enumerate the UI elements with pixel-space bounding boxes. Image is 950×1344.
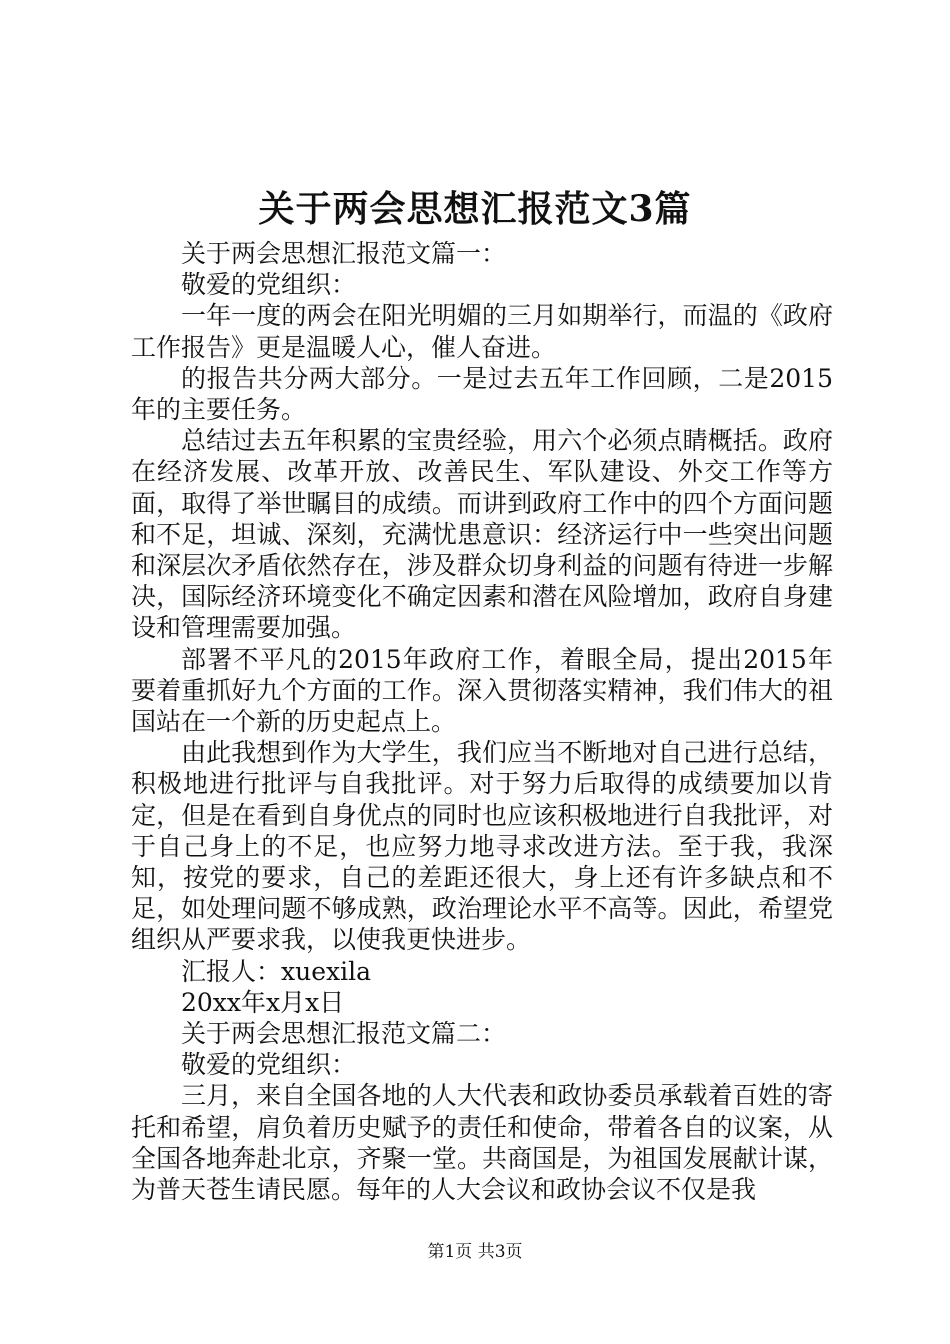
salutation: 敬爱的党组织： [181, 270, 357, 300]
paragraph: 的报告共分两大部分。一是过去五年工作回顾，二是2015年的主要任务。 [131, 363, 833, 425]
paragraph: 总结过去五年积累的宝贵经验，用六个必须点睛概括。政府在经济发展、改革开放、改善民生、军队建设、外交工作等方面，取得了举世瞩目的成绩。而讲到政府工作中的四个方面问题和不足，坦诚、深刻，充满忧患意识：经济运行中一些突出问题和深层次矛盾依然存在，涉及群众切身利益的问题有待进一步解决，国际经济环境变化不确定因素和潜在风险增加，政府自身建设和管理需要加强。 [131, 426, 833, 643]
paragraph: 一年一度的两会在阳光明媚的三月如期举行，而温的《政府工作报告》更是温暖人心，催人奋进。 [131, 301, 833, 362]
salutation: 敬爱的党组织： [181, 1050, 357, 1080]
page-number: 第1页 共3页 [427, 1242, 523, 1262]
document-body [131, 238, 833, 1205]
date-line: 20xx年x月x日 [181, 987, 345, 1017]
document-title: 关于两会思想汇报范文3篇 [258, 188, 692, 230]
reporter-line: 汇报人：xuexila [181, 956, 371, 986]
paragraph: 三月，来自全国各地的人大代表和政协委员承载着百姓的寄托和希望，肩负着历史赋予的责任和使命，带着各自的议案，从全国各地奔赴北京，齐聚一堂。共商国是，为祖国发展献计谋，为普天苍生请民愿。每年的人大会议和政协会议不仅是我 [131, 1081, 833, 1205]
paragraph: 由此我想到作为大学生，我们应当不断地对自己进行总结，积极地进行批评与自我批评。对于努力后取得的成绩要加以肯定，但是在看到自身优点的同时也应该积极地进行自我批评，对于自己身上的不足，也应努力地寻求改进方法。至于我，我深知，按党的要求，自己的差距还很大，身上还有许多缺点和不足，如处理问题不够成熟，政治理论水平不高等。因此，希望党组织从严要求我，以使我更快进步。 [131, 738, 833, 955]
section-heading: 关于两会思想汇报范文篇二： [181, 1019, 507, 1049]
section-heading: 关于两会思想汇报范文篇一： [181, 239, 507, 268]
paragraph: 部署不平凡的2015年政府工作，着眼全局，提出2015年要着重抓好九个方面的工作。深入贯彻落实精神，我们伟大的祖国站在一个新的历史起点上。 [131, 644, 833, 737]
